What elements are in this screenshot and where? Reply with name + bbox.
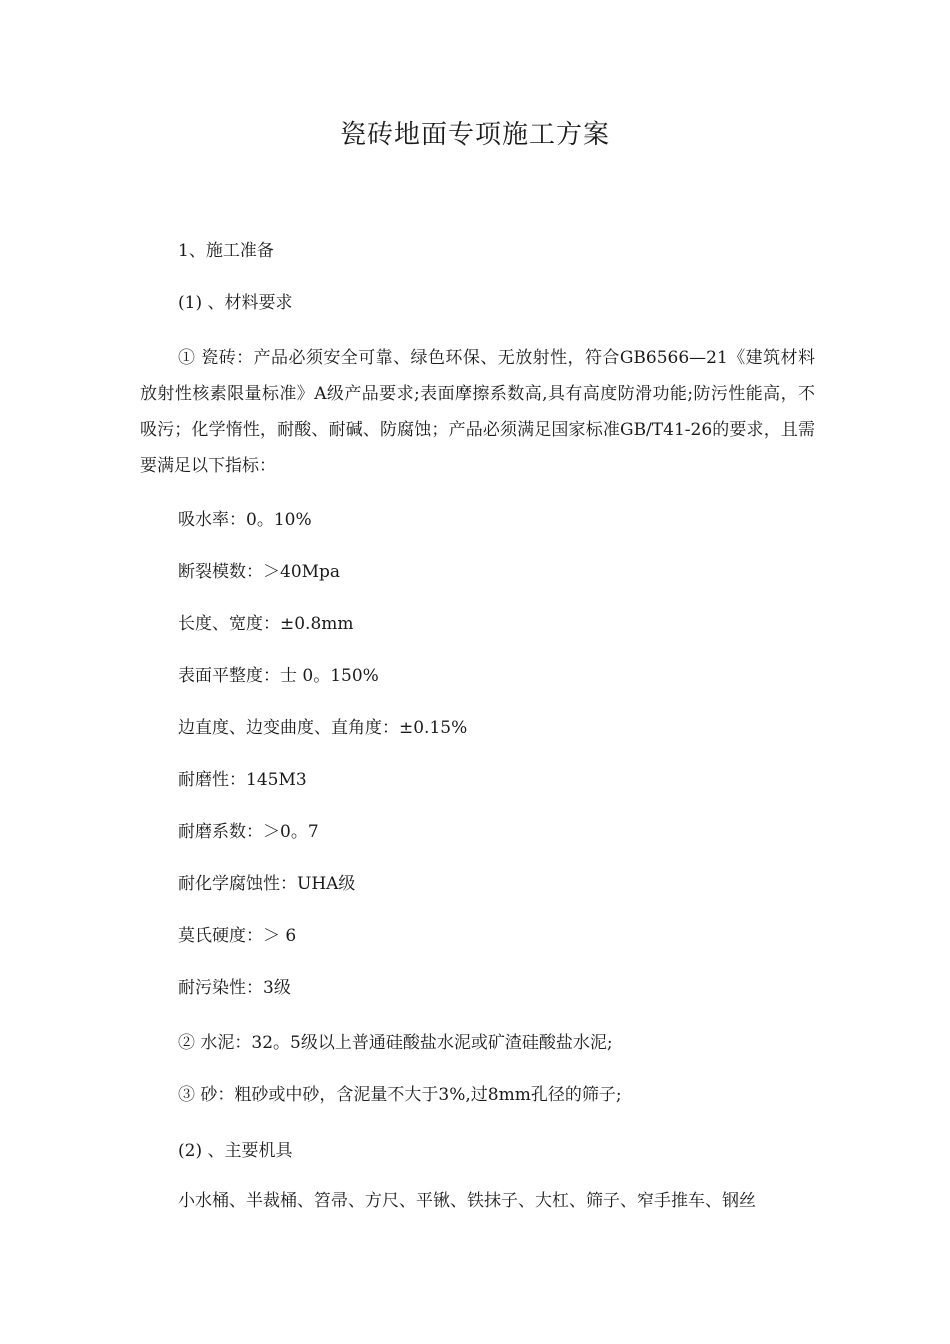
tools-list: 小水桶、半裁桶、笤帚、方尺、平锹、铁抹子、大杠、筛子、窄手推车、钢丝 [178,1191,756,1211]
cement-requirement: ② 水泥：32。5级以上普通硅酸盐水泥或矿渣硅酸盐水泥; [178,1033,613,1053]
subsection-heading-tools: (2) 、主要机具 [178,1141,293,1161]
tile-requirements-paragraph: ① 瓷砖：产品必须安全可靠、绿色环保、无放射性，符合GB6566—21《建筑材料放射性核素限量标准》A级产品要求;表面摩擦系数高,具有高度防滑功能;防污性能高，不吸污；化学惰性，耐酸、耐碱、防腐蚀；产品必须满足国家标准GB/T41-26的要求，且需要满足以下指标： [140,348,815,476]
spec-modulus-of-rupture: 断裂模数：＞40Mpa [178,562,341,582]
spec-mohs-hardness: 莫氏硬度：＞ 6 [178,926,297,946]
spec-water-absorption: 吸水率：0。10% [178,510,312,530]
section-heading-preparation: 1、施工准备 [178,241,274,261]
spec-length-width: 长度、宽度：±0.8mm [178,614,354,634]
spec-surface-flatness: 表面平整度：士 0。150% [178,666,379,686]
subsection-heading-materials: (1) 、材料要求 [178,293,293,313]
spec-wear-resistance: 耐磨性：145M3 [178,770,307,790]
sand-requirement: ③ 砂：粗砂或中砂，含泥量不大于3%,过8mm孔径的筛子; [178,1085,622,1105]
spec-edge-straightness: 边直度、边变曲度、直角度：±0.15% [178,718,468,738]
document-title: 瓷砖地面专项施工方案 [339,120,610,150]
spec-wear-coefficient: 耐磨系数：＞0。7 [178,822,319,842]
spec-chemical-resistance: 耐化学腐蚀性：UHA级 [178,874,356,894]
spec-stain-resistance: 耐污染性：3级 [178,978,291,998]
